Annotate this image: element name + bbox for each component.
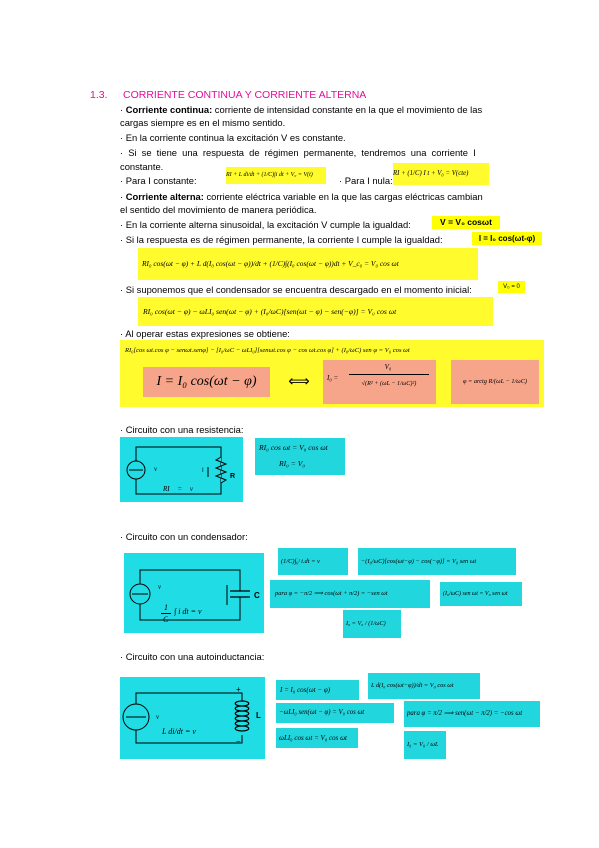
circuit-c-cap3: ∫ i dt = v xyxy=(174,607,202,616)
fraction-bar xyxy=(161,613,171,614)
formula-I-result: I = I₀ cos(ωt − φ) xyxy=(143,367,270,397)
line-constante: constante. xyxy=(120,161,164,172)
circuit-r-i-label: I xyxy=(202,468,204,474)
line-si-respuesta: · Si la respuesta es de régimen permanente, la corriente I cumple la igualdad: xyxy=(120,234,443,245)
formula-cap-1: (1/C)∫₀ᵗ i.dt = v xyxy=(278,548,348,575)
label-circuito-condensador: · Circuito con un condensador: xyxy=(120,531,248,542)
line-corriente-alterna-def: corriente eléctrica variable en la que las cargas eléctricas cambian xyxy=(203,191,483,202)
fraction-bar xyxy=(349,374,429,375)
formula-I0-num: V₀ xyxy=(384,363,392,371)
formula-ind-4: para φ = π/2 ⟹ sen(ωt − π/2) = −cos ωt xyxy=(404,701,540,727)
term-corriente-alterna: Corriente alterna: xyxy=(125,191,204,202)
circuit-r-v-label: v xyxy=(154,465,158,473)
formula-ind-6: I₀ = V₀ / ωL xyxy=(404,731,446,759)
circuit-r-caption: RI = v xyxy=(163,485,193,493)
circuit-l-minus: − xyxy=(236,737,241,746)
circuit-c-cap2: C xyxy=(163,615,169,624)
circuit-l-label: L xyxy=(256,711,261,720)
line-al-operar: · Al operar estas expresiones se obtiene: xyxy=(120,328,290,339)
section-heading xyxy=(90,89,390,103)
formula-cap-5: I₀ = V₀ / (1/ωC) xyxy=(343,610,401,638)
line-para-i-nula: · Para I nula: xyxy=(339,175,393,186)
double-arrow-icon: ⟺ xyxy=(288,374,310,390)
formula-cap-3: para φ = −π/2 ⟹ cos(ωt + π/2) = −sen ωt xyxy=(270,580,430,608)
line-corriente-alterna: · Corriente alterna: corriente eléctrica variable en la que las cargas eléctricas cambian xyxy=(120,191,483,202)
line-alterna-2: el sentido del movimiento de manera periódica. xyxy=(120,204,317,215)
line-condensador-descargado: · Si suponemos que el condensador se encuentra descargado en el momento inicial: xyxy=(120,284,472,295)
formula-res-panel xyxy=(255,438,345,475)
formula-i-constante: RI + L di/dt + (1/C)∫i dt + V₀ = V(t) xyxy=(226,167,326,184)
circuit-capacitor xyxy=(124,553,264,633)
line-para-i-constante: · Para I constante: xyxy=(120,175,197,186)
section-title: CORRIENTE CONTINUA Y CORRIENTE ALTERNA xyxy=(123,89,367,101)
formula-i-nula: RI + (1/C) I t + V₀ = V(cte) xyxy=(393,163,489,185)
formula-cap-4: (I₀/ωC) sen ωt = V₀ sen ωt xyxy=(440,582,522,606)
circuit-inductor-diagram xyxy=(120,677,265,759)
circuit-inductor xyxy=(120,677,265,759)
line-corriente-continua: · Corriente continua: corriente de intensidad constante en la que el movimiento de las xyxy=(120,104,483,115)
circuit-c-cap1: 1 xyxy=(164,603,168,612)
circuit-c-v-label: v xyxy=(158,583,162,591)
circuit-resistance xyxy=(120,437,243,502)
formula-phi: φ = arctg R/(ωL − 1/ωC) xyxy=(451,360,539,404)
formula-I0-den: √(R² + (ωL − 1/ωC)²) xyxy=(361,380,417,387)
formula-res-1: RI₀ cos ωt = V₀ cos ωt xyxy=(259,443,328,452)
formula-ind-3: −ωLI₀ sen(ωt − φ) = V₀ cos ωt xyxy=(276,703,394,723)
line-corriente-continua-def: corriente de intensidad constante en la que el movimiento de las xyxy=(212,104,483,115)
label-circuito-resistencia: · Circuito con una resistencia: xyxy=(120,424,244,435)
formula-big-2: RI₀ cos(ωt − φ) − ωLI₀ sen(ωt − φ) + (I₀/ωC)[sen(ωt − φ) − sen(−φ)] = V₀ cos ωt xyxy=(138,297,493,326)
circuit-capacitor-diagram xyxy=(124,553,264,633)
circuit-l-plus: + xyxy=(236,685,241,694)
line-excitacion-constante: · En la corriente continua la excitación V es constante. xyxy=(120,132,346,143)
line-continua-2: cargas siempre es en el mismo sentido. xyxy=(120,117,286,128)
line-alterna-sinusoidal: · En la corriente alterna sinusoidal, la excitación V cumple la igualdad: xyxy=(120,219,411,230)
formula-cap-2: −(I₀/ωC)[cos(ωt−φ) − cos(−φ)] = V₀ sen ωt xyxy=(358,548,516,575)
formula-ind-1: I = I₀ cos(ωt − φ) xyxy=(276,680,359,700)
circuit-l-v-label: v xyxy=(156,713,160,721)
formula-big-1: RI₀ cos(ωt − φ) + L d(I₀ cos(ωt − φ))/dt + (1/C)∫(I₀ cos(ωt − φ))dt + V_c₀ = V₀ cos ωt xyxy=(138,248,478,280)
circuit-c-label: C xyxy=(254,591,260,600)
term-corriente-continua: Corriente continua: xyxy=(125,104,213,115)
circuit-l-caption: L di/dt = v xyxy=(162,727,196,736)
formula-res-2: RI₀ = V₀ xyxy=(279,459,306,468)
formula-I0-lhs: I₀ = xyxy=(327,374,339,382)
label-circuito-autoinductancia: · Circuito con una autoinductancia: xyxy=(120,651,265,662)
section-number: 1.3. xyxy=(90,89,108,101)
line-regimen-permanente: · Si se tiene una respuesta de régimen permanente, tendremos una corriente I xyxy=(120,147,476,158)
formula-I0-panel xyxy=(323,360,436,404)
formula-vc0: V₀ = 0 xyxy=(498,281,525,293)
formula-i: I = I₀ cos(ωt-φ) xyxy=(472,232,542,245)
circuit-r-label: R xyxy=(230,473,236,480)
formula-v: V = V₀ cosωt xyxy=(432,216,500,229)
formula-big-3: RI₀[cos ωt.cos φ − senωt.senφ] − [I₀/ωC − ωLI₀][senωt.cos φ − cos ωt.cos φ] + (I₀/ωC) sen φ = V₀ cos ωt xyxy=(125,347,410,354)
formula-ind-2: L d(I₀ cos(ωt−φ))/dt = V₀ cos ωt xyxy=(368,673,480,699)
formula-ind-5: ωLI₀ cos ωt = V₀ cos ωt xyxy=(276,728,358,748)
